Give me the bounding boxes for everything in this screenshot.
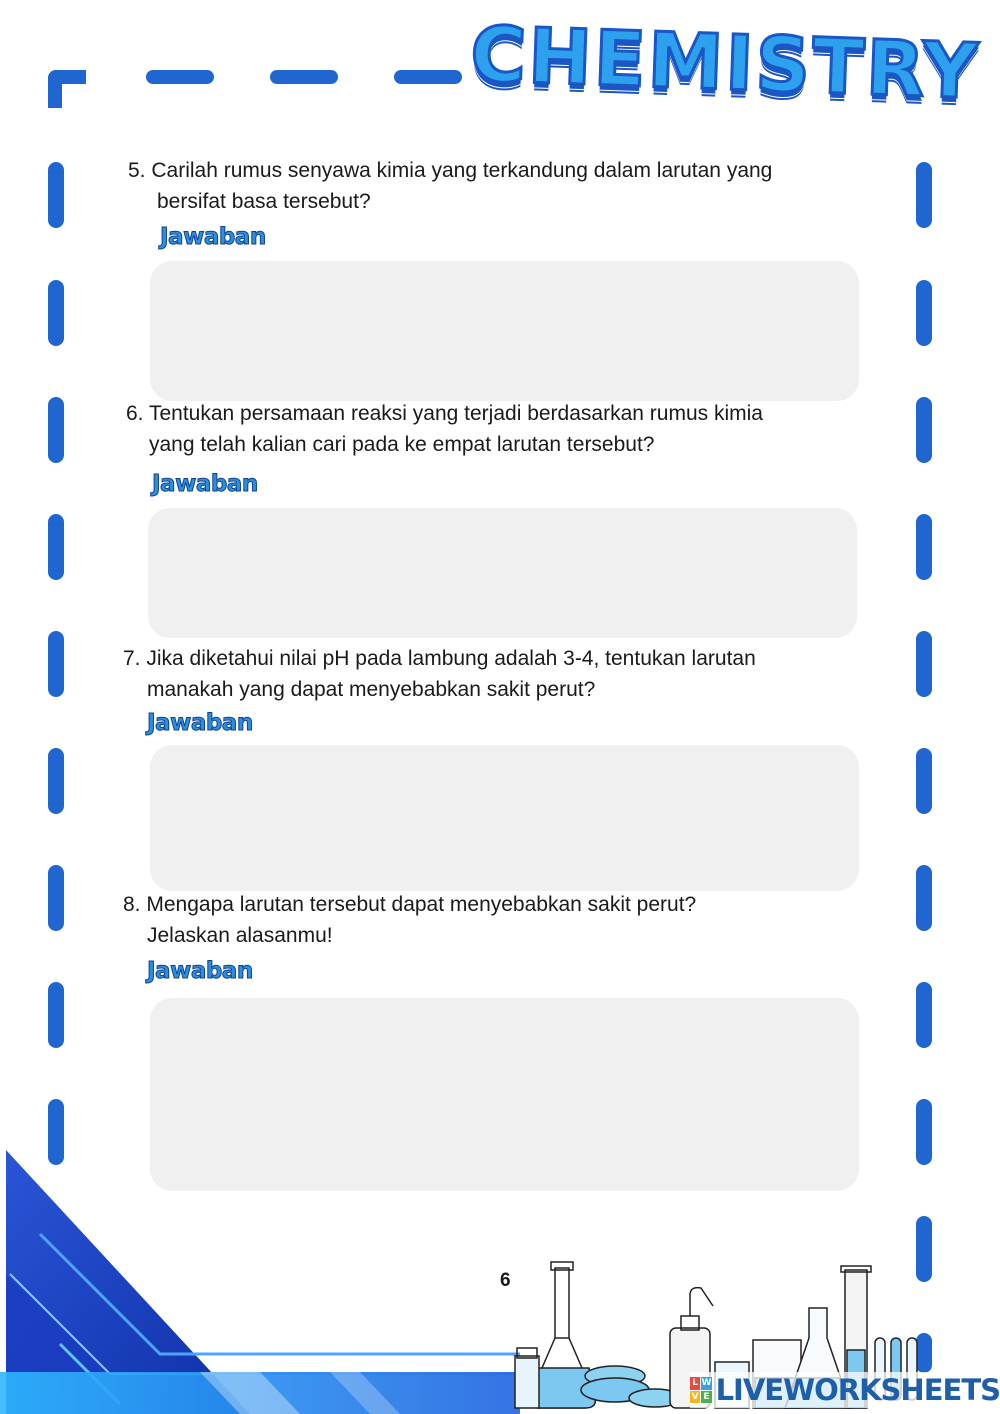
- answer-field-6[interactable]: [148, 508, 857, 638]
- question-text-line1: Carilah rumus senyawa kimia yang terkandung dalam larutan yang: [151, 159, 773, 182]
- question-text-line2: manakah yang dapat menyebabkan sakit perut?: [147, 678, 596, 701]
- frame-dash: [916, 748, 932, 814]
- title-banner: [455, 9, 995, 138]
- question-number: 7.: [123, 647, 141, 670]
- frame-dash: [48, 631, 64, 697]
- page-number: 6: [500, 1270, 511, 1291]
- frame-dash: [394, 70, 462, 84]
- answer-label: Jawaban: [160, 224, 266, 250]
- frame-dash: [916, 1099, 932, 1165]
- question-5: [128, 155, 888, 217]
- frame-dash: [916, 397, 932, 463]
- question-6: [126, 398, 886, 460]
- frame-dash: [916, 280, 932, 346]
- question-8: [123, 889, 883, 951]
- frame-dash: [48, 748, 64, 814]
- corner-decoration: [0, 1144, 520, 1414]
- frame-dash: [48, 865, 64, 931]
- question-number: 5.: [128, 159, 146, 182]
- frame-dash: [146, 70, 214, 84]
- frame-dash: [48, 162, 64, 228]
- question-text-line1: Jika diketahui nilai pH pada lambung adalah 3-4, tentukan larutan: [146, 647, 756, 670]
- frame-dash: [916, 514, 932, 580]
- question-text-line2: bersifat basa tersebut?: [157, 190, 371, 213]
- question-7: [123, 643, 883, 705]
- liveworksheets-watermark: [690, 1372, 1000, 1408]
- frame-dash: [916, 865, 932, 931]
- answer-label: Jawaban: [147, 710, 253, 736]
- frame-corner: [48, 70, 86, 108]
- frame-dash: [916, 162, 932, 228]
- liveworksheets-logo-icon: L W V E: [691, 1378, 712, 1402]
- question-text-line2: Jelaskan alasanmu!: [147, 924, 333, 947]
- frame-dash: [48, 514, 64, 580]
- frame-dash: [916, 631, 932, 697]
- answer-label: Jawaban: [152, 471, 258, 497]
- watermark-text: LIVEWORKSHEETS: [715, 1373, 1000, 1407]
- question-text-line1: Tentukan persamaan reaksi yang terjadi berdasarkan rumus kimia: [148, 402, 763, 425]
- question-number: 6.: [126, 402, 144, 425]
- frame-dash: [270, 70, 338, 84]
- question-text-line2: yang telah kalian cari pada ke empat larutan tersebut?: [149, 433, 655, 456]
- answer-field-7[interactable]: [150, 745, 859, 891]
- question-number: 8.: [123, 893, 141, 916]
- frame-dash: [48, 280, 64, 346]
- answer-label: Jawaban: [147, 958, 253, 984]
- frame-dash: [916, 982, 932, 1048]
- frame-dash: [48, 982, 64, 1048]
- answer-field-5[interactable]: [150, 261, 859, 401]
- page-title: CHEMISTRY: [469, 9, 981, 116]
- question-text-line1: Mengapa larutan tersebut dapat menyebabkan sakit perut?: [146, 893, 697, 916]
- frame-dash: [48, 397, 64, 463]
